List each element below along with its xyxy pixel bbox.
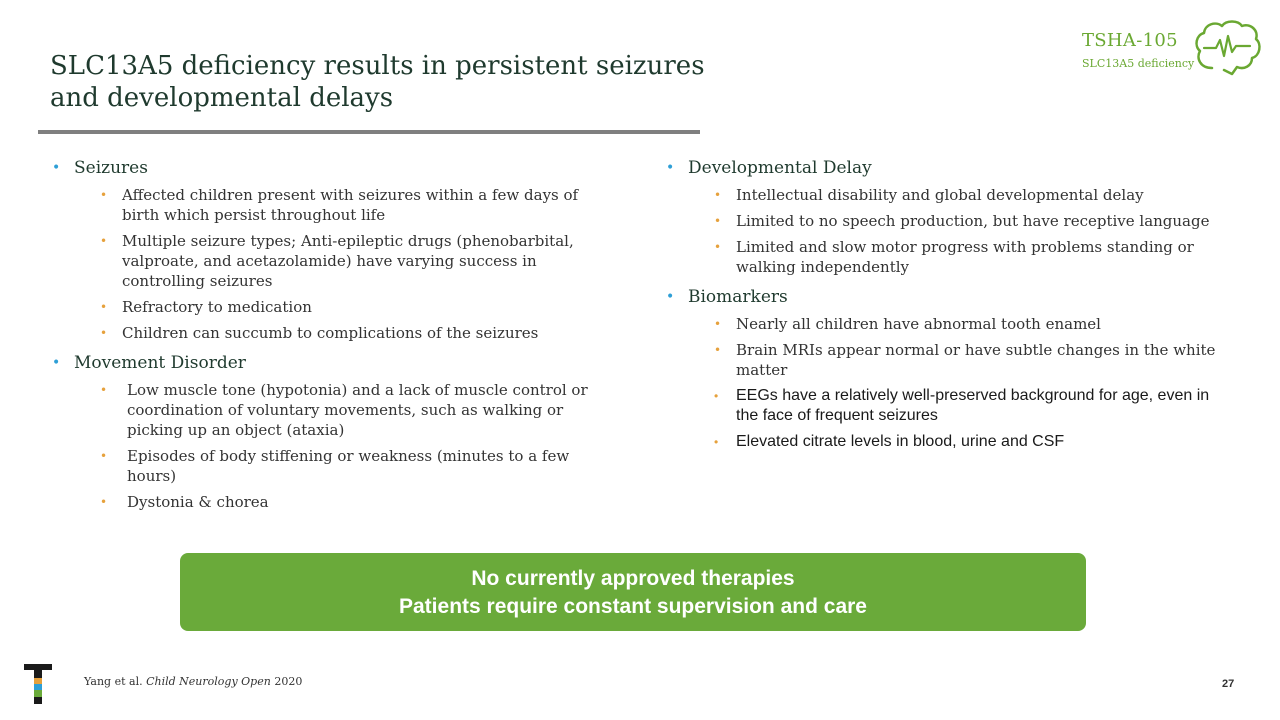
sub-bullet-icon: • — [100, 449, 108, 463]
biomarkers-heading — [664, 285, 1224, 309]
list-item: • Low muscle tone (hypotonia) and a lack of muscle control or coordination of voluntary movements, such as walking or picking up an object (ataxia) — [100, 381, 588, 439]
list-item: • Refractory to medication — [100, 298, 312, 316]
movement-heading-text: Movement Disorder — [74, 353, 246, 373]
key-message-banner — [180, 553, 1086, 631]
sub-bullet-icon: • — [714, 317, 722, 331]
banner-line-1: No currently approved therapies — [471, 567, 795, 590]
list-item: • Limited and slow motor progress with problems standing or walking independently — [714, 238, 1194, 276]
sub-bullet-icon: • — [714, 435, 719, 449]
list-item: • Brain MRIs appear normal or have subtle changes in the white matter — [714, 341, 1216, 379]
brand-block — [1082, 30, 1194, 70]
bullet-icon: • — [52, 160, 61, 176]
sub-bullet-icon: • — [100, 326, 108, 340]
sub-bullet-icon: • — [714, 188, 722, 202]
movement-section — [50, 351, 610, 512]
slide-title — [50, 50, 750, 114]
list-item: • Multiple seizure types; Anti-epileptic drugs (phenobarbital, valproate, and acetazolamide) have varying success in controlling seizures — [100, 232, 574, 290]
sub-bullet-icon: • — [100, 383, 108, 397]
citation-authors: Yang et al. — [84, 675, 147, 688]
bullet-icon: • — [666, 160, 675, 176]
seizures-heading-text: Seizures — [74, 158, 148, 178]
biomarkers-list — [664, 314, 1224, 452]
biomarkers-section — [664, 285, 1224, 452]
right-column — [664, 156, 1224, 460]
list-item: • Affected children present with seizures within a few days of birth which persist throughout life — [100, 186, 579, 224]
citation-journal: Child Neurology Open — [146, 675, 271, 688]
developmental-heading-text: Developmental Delay — [688, 158, 872, 178]
banner-line-2: Patients require constant supervision and care — [399, 595, 867, 618]
brand-subtitle: SLC13A5 deficiency — [1082, 57, 1195, 70]
sub-bullet-icon: • — [714, 240, 722, 254]
list-item: • Episodes of body stiffening or weakness (minutes to a few hours) — [100, 447, 570, 485]
citation — [84, 675, 302, 688]
list-item: • Nearly all children have abnormal tooth enamel — [714, 315, 1101, 333]
movement-list — [50, 380, 610, 512]
left-column — [50, 156, 610, 520]
slide-title-line-1: SLC13A5 deficiency results in persistent seizures — [50, 51, 705, 81]
developmental-heading — [664, 156, 1224, 180]
sub-bullet-icon: • — [100, 300, 108, 314]
seizures-heading — [50, 156, 610, 180]
developmental-section — [664, 156, 1224, 277]
sub-bullet-icon: • — [100, 188, 108, 202]
seizures-list — [50, 185, 610, 343]
sub-bullet-icon: • — [100, 234, 108, 248]
list-item: • EEGs have a relatively well-preserved background for age, even in the face of frequent seizures — [714, 387, 1210, 424]
sub-bullet-icon: • — [714, 343, 722, 357]
list-item: • Elevated citrate levels in blood, urine and CSF — [714, 433, 1065, 450]
sub-bullet-icon: • — [714, 389, 719, 403]
brain-heartbeat-icon — [1192, 18, 1262, 80]
title-divider — [38, 130, 700, 134]
sub-bullet-icon: • — [714, 214, 722, 228]
list-item: • Limited to no speech production, but have receptive language — [714, 212, 1210, 230]
seizures-section — [50, 156, 610, 343]
t-logo-icon — [24, 664, 52, 704]
bullet-icon: • — [52, 355, 61, 371]
citation-year: 2020 — [270, 675, 303, 688]
brand-name: TSHA-105 — [1082, 30, 1178, 51]
biomarkers-heading-text: Biomarkers — [688, 287, 788, 307]
bullet-icon: • — [666, 289, 675, 305]
sub-bullet-icon: • — [100, 495, 108, 509]
page-number: 27 — [1222, 678, 1235, 690]
list-item: • Intellectual disability and global developmental delay — [714, 186, 1144, 204]
movement-heading — [50, 351, 610, 375]
slide-title-line-2: and developmental delays — [50, 83, 394, 113]
list-item: • Dystonia & chorea — [100, 493, 269, 511]
developmental-list — [664, 185, 1224, 277]
list-item: • Children can succumb to complications of the seizures — [100, 324, 539, 342]
